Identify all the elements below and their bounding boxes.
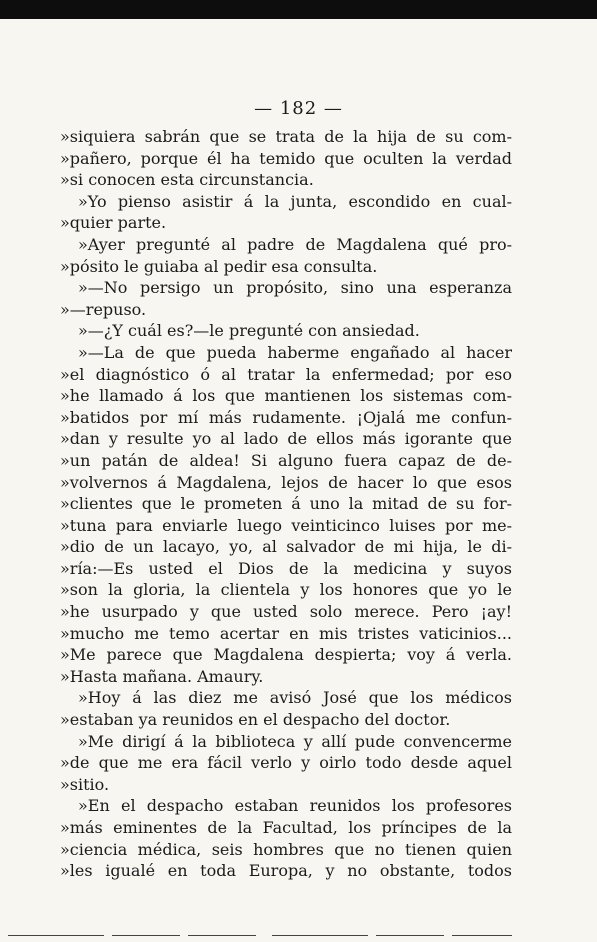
text-line: »si conocen esta circunstancia.	[60, 170, 314, 190]
text-line: »dan y resulte yo al lado de ellos más igorante que	[60, 429, 512, 449]
page-number: — 182 —	[254, 98, 343, 119]
text-line: »batidos por mí más rudamente. ¡Ojalá me confun-	[60, 407, 512, 427]
text-line: »un patán de aldea! Si alguno fuera capaz de de-	[60, 450, 512, 470]
text-line: »mucho me temo acertar en mis tristes vaticinios...	[60, 623, 512, 643]
text-line: »dio de un lacayo, yo, al salvador de mi hija, le di-	[60, 537, 512, 557]
text-line: »volvernos á Magdalena, lejos de hacer lo que esos	[60, 472, 512, 492]
text-line: »estaban ya reunidos en el despacho del doctor.	[60, 710, 451, 730]
page-body	[60, 126, 512, 882]
footer-rules	[0, 935, 597, 937]
scan-top-border	[0, 0, 597, 19]
text-line: »pañero, porque él ha temido que oculten la verdad	[60, 148, 512, 168]
text-line: »Hasta mañana. Amaury.	[60, 666, 264, 686]
text-line: »clientes que le prometen á uno la mitad de su for-	[60, 494, 512, 514]
text-line: »siquiera sabrán que se trata de la hija de su com-	[60, 127, 512, 146]
text-line: »he llamado á los que mantienen los sistemas com-	[60, 386, 512, 406]
text-line: »—La de que pueda haberme engañado al hacer	[78, 342, 512, 362]
text-line: »pósito le guiaba al pedir esa consulta.	[60, 256, 378, 276]
text-line: »he usurpado y que usted solo merece. Pero ¡ay!	[60, 602, 512, 622]
text-line: »Yo pienso asistir á la junta, escondido en cual-	[78, 191, 512, 211]
text-line: »más eminentes de la Facultad, los príncipes de la	[60, 818, 512, 837]
text-line: »—No persigo un propósito, sino una esperanza	[78, 278, 512, 298]
text-line: »En el despacho estaban reunidos los profesores	[78, 796, 512, 816]
text-line: »Me parece que Magdalena despierta; voy á verla.	[60, 645, 512, 665]
text-line: »ría:—Es usted el Dios de la medicina y suyos	[60, 558, 512, 578]
text-line: »ciencia médica, seis hombres que no tienen quien	[60, 839, 512, 859]
text-line: »son la gloria, la clientela y los honores que yo le	[60, 580, 512, 600]
text-line: »de que me era fácil verlo y oirlo todo desde aquel	[60, 753, 512, 773]
text-line: »les igualé en toda Europa, y no obstante, todos	[60, 861, 512, 881]
text-line: »sitio.	[60, 774, 110, 794]
text-line: »Hoy á las diez me avisó José que los médicos	[78, 688, 512, 708]
text-line: »—repuso.	[60, 299, 147, 319]
text-line: »el diagnóstico ó al tratar la enfermedad; por eso	[60, 364, 512, 384]
text-line: »Me dirigí á la biblioteca y allí pude convencerme	[78, 731, 512, 751]
text-line: »quier parte.	[60, 213, 167, 233]
text-line: »—¿Y cuál es?—le pregunté con ansiedad.	[78, 321, 420, 341]
text-line: »tuna para enviarle luego veinticinco luises por me-	[60, 515, 512, 535]
text-line: »Ayer pregunté al padre de Magdalena qué pro-	[78, 234, 512, 254]
